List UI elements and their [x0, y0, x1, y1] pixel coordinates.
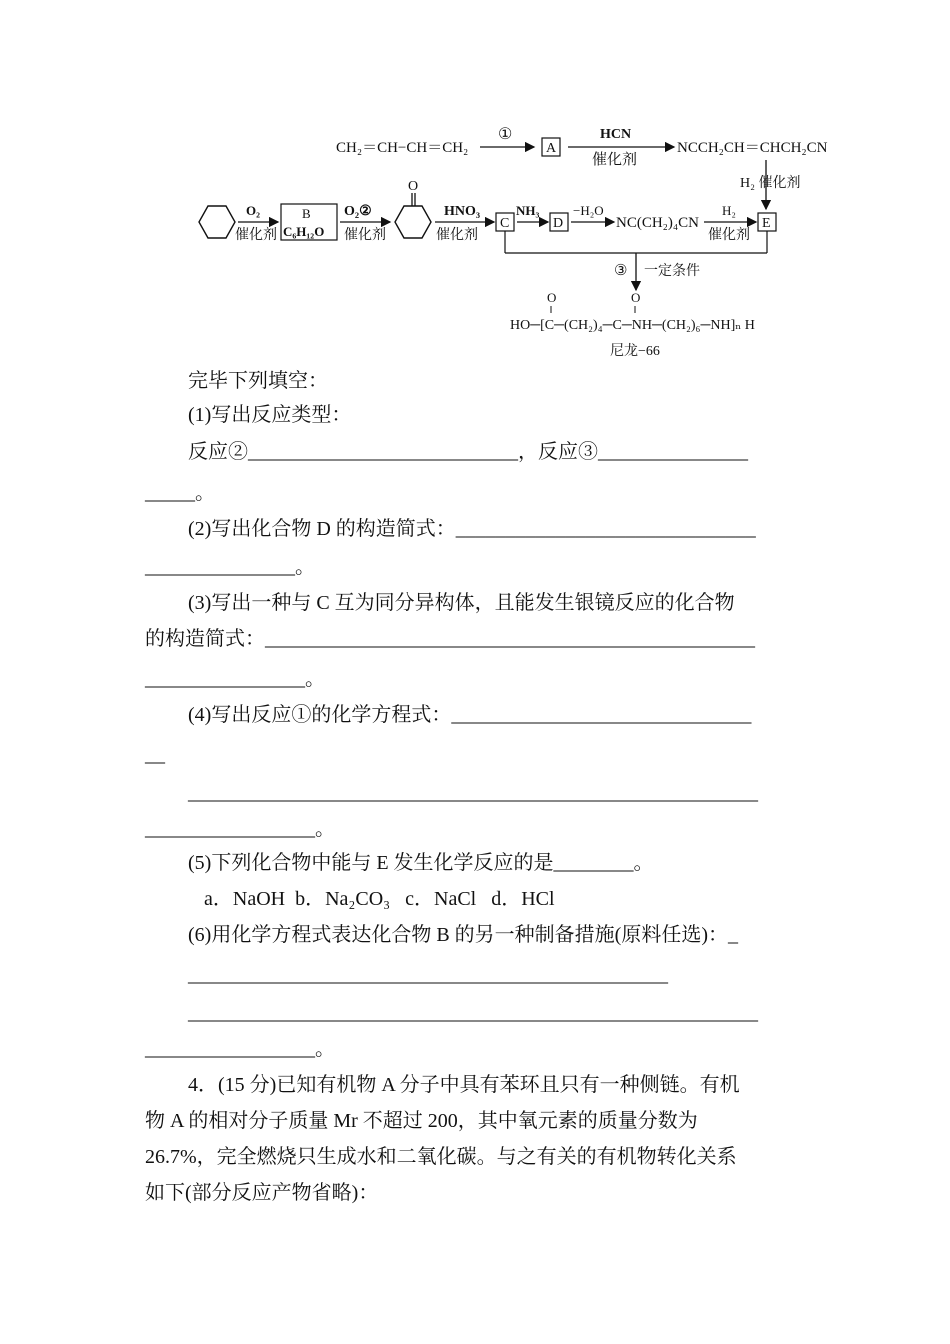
box-b-formula: C₆H₁₂O: [283, 224, 325, 239]
question-5-options: a．NaOH b．Na₂CO₃ c．NaCl d．HCl: [204, 888, 555, 910]
question-2-continuation: _______________。: [145, 556, 315, 578]
question-4-continuation: _________________。: [145, 818, 335, 840]
box-a-label: A: [546, 141, 557, 156]
o2-label: O₂: [246, 203, 261, 218]
step3-condition: 一定条件: [644, 264, 700, 279]
catalyst-label-4: 催化剂: [436, 228, 478, 243]
question-4: (4)写出反应①的化学方程式：______________________________: [188, 704, 752, 726]
question-6: (6)用化学方程式表达化合物 B 的另一种制备措施(原料任选)：_: [188, 924, 738, 946]
hno3-label: HNO₃: [444, 204, 481, 219]
adiponitrile-formula: NC(CH₂)₄CN: [616, 215, 699, 231]
dinitrile-alkene: NCCH₂CH＝CHCH₂CN: [677, 140, 828, 156]
intro-text: 完毕下列填空：: [188, 370, 328, 392]
question-1-answer-line: 反应②___________________________，反应③_______________: [188, 441, 748, 463]
catalyst-label-1: 催化剂: [592, 152, 638, 168]
ketone-o: O: [408, 179, 419, 194]
question-6-continuation: _________________。: [145, 1038, 335, 1060]
question-3: (3)写出一种与 C 互为同分异构体，且能发生银镜反应的化合物: [188, 592, 735, 614]
cyclohexane-ring: [199, 206, 235, 238]
nylon-o-right: O: [631, 290, 641, 305]
question-3-continuation: ________________。: [145, 668, 325, 690]
box-e-label: E: [762, 216, 771, 231]
nh3-label: NH₃: [516, 203, 540, 218]
question-4-line-2: __: [145, 744, 165, 766]
box-c-label: C: [500, 216, 510, 231]
o2-step2-label: O₂②: [344, 204, 372, 219]
catalyst-label-5: 催化剂: [708, 228, 750, 243]
synthesis-diagram: [180, 115, 860, 365]
box-d-label: D: [553, 216, 564, 231]
problem-4-line-1: 4．(15 分)已知有机物 A 分子中具有苯环且只有一种侧链。有机: [188, 1074, 740, 1096]
nylon-formula: HO─[C─(CH₂)₄─C─NH─(CH₂)₆─NH]ₙ H: [510, 318, 755, 333]
question-1: (1)写出反应类型：: [188, 404, 352, 426]
question-5: (5)下列化合物中能与 E 发生化学反应的是________。: [188, 852, 654, 874]
question-6-answer-line-2: _________________________________________________________: [188, 1002, 758, 1024]
question-4-answer-line: _________________________________________________________: [188, 782, 758, 804]
problem-4-line-2: 物 A 的相对分子质量 Mr 不超过 200，其中氧元素的质量分数为: [145, 1110, 698, 1132]
hcn-label: HCN: [600, 127, 632, 142]
h2-label: H₂: [722, 203, 736, 218]
step1-label: ①: [498, 126, 513, 143]
step3-label: ③: [614, 263, 628, 279]
reaction-scheme: [180, 115, 860, 365]
box-b-top: B: [302, 206, 311, 221]
question-2: (2)写出化合物 D 的构造简式：______________________________: [188, 518, 756, 540]
catalyst-label-2: 催化剂: [235, 228, 277, 243]
nylon-o-left: O: [547, 290, 557, 305]
problem-4-line-4: 如下(部分反应产物省略)：: [145, 1182, 379, 1204]
question-1-continuation: _____。: [145, 482, 215, 504]
question-3-line-2: 的构造简式：_________________________________________________: [145, 628, 755, 650]
h2-catalyst-label: H₂ 催化剂: [740, 176, 801, 191]
minus-h2o-label: −H₂O: [573, 203, 604, 218]
problem-4-line-3: 26.7%，完全燃烧只生成水和二氧化碳。与之有关的有机物转化关系: [145, 1146, 737, 1168]
butadiene-formula: CH₂＝CH−CH＝CH₂: [336, 140, 469, 156]
catalyst-label-3: 催化剂: [344, 228, 386, 243]
question-6-answer-line-1: ________________________________________________: [188, 964, 668, 986]
nylon-name: 尼龙−66: [610, 344, 660, 359]
cyclohexanone-ring: [395, 206, 431, 238]
